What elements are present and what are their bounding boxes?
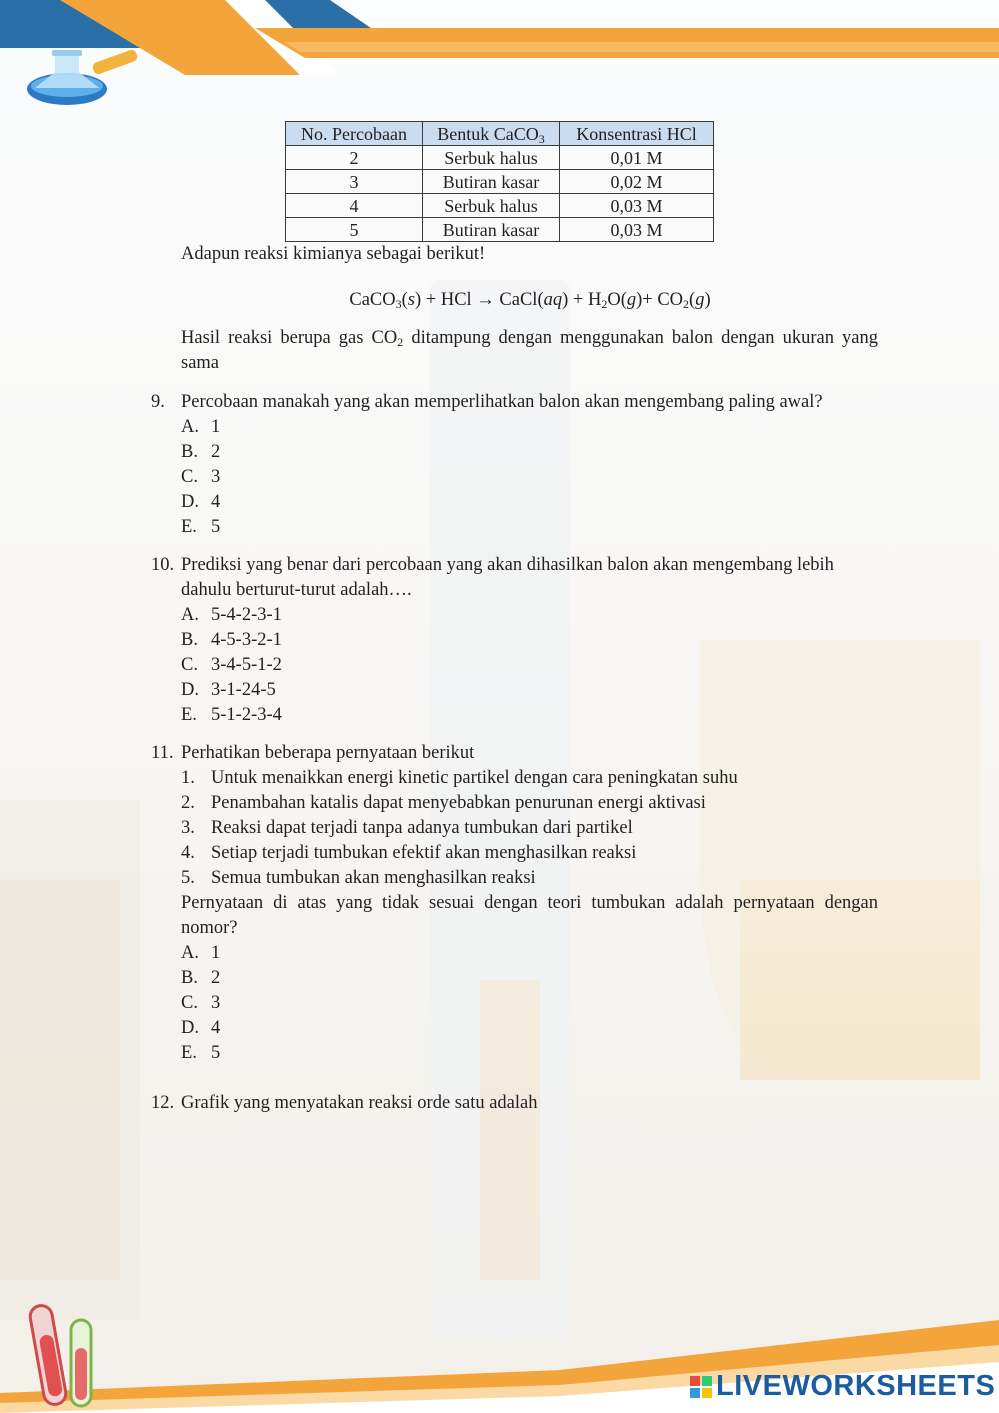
liveworksheets-logo-icon [690,1376,712,1398]
table-cell: 0,02 M [560,170,714,194]
option-10b[interactable]: B. 4-5-3-2-1 [181,630,282,650]
option-11d[interactable]: D. 4 [181,1018,221,1038]
table-row [286,218,714,242]
question-11-prompt: Pernyataan di atas yang tidak sesuai dengan teori tumbukan adalah pernyataan dengan nomor? [181,893,878,938]
table-row [286,194,714,218]
table-cell: 2 [286,146,423,170]
table-cell: 4 [286,194,423,218]
table-cell: 3 [286,170,423,194]
question-number: 10. [151,555,175,575]
question-number: 9. [151,392,165,412]
statement-item: 1. Untuk menaikkan energi kinetic partikel dengan cara peningkatan suhu [181,768,738,788]
option-9a[interactable]: A. 1 [181,417,221,437]
question-number: 12. [151,1093,175,1113]
table-cell: Serbuk halus [423,146,560,170]
question-number: 11. [151,743,174,763]
option-9e[interactable]: E. 5 [181,517,221,537]
option-11c[interactable]: C. 3 [181,993,221,1013]
reaction-equation: CaCO$_3$(s) + HCl → CaCl(aq) + $H_2O(g)+ CO_2(g)$ [349,290,711,311]
option-9d[interactable]: D. 4 [181,492,221,512]
table-cell: 0,03 M [560,218,714,242]
table-cell: 0,01 M [560,146,714,170]
table-cell: Serbuk halus [423,194,560,218]
table-cell: Butiran kasar [423,218,560,242]
table-header-cell: No. Percobaan [286,122,423,146]
option-11a[interactable]: A. 1 [181,943,221,963]
option-11e[interactable]: E. 5 [181,1043,221,1063]
experiment-table [285,121,714,242]
statement-item: 3. Reaksi dapat terjadi tanpa adanya tumbukan dari partikel [181,818,633,838]
question-11-text: Perhatikan beberapa pernyataan berikut [181,743,475,763]
question-12-text: Grafik yang menyatakan reaksi orde satu adalah [181,1093,538,1113]
statement-item: 4. Setiap terjadi tumbukan efektif akan menghasilkan reaksi [181,843,637,863]
option-10e[interactable]: E. 5-1-2-3-4 [181,705,282,725]
option-10c[interactable]: C. 3-4-5-1-2 [181,655,282,675]
intro-text: Adapun reaksi kimianya sebagai berikut! [181,244,486,264]
question-10-text: Prediksi yang benar dari percobaan yang akan dihasilkan balon akan mengembang lebih dahulu berturut-turut adalah…. [181,555,834,600]
question-9-text: Percobaan manakah yang akan memperlihatkan balon akan mengembang paling awal? [181,392,823,412]
option-11b[interactable]: B. 2 [181,968,221,988]
statement-item: 2. Penambahan katalis dapat menyebabkan penurunan energi aktivasi [181,793,706,813]
result-paragraph: Hasil reaksi berupa gas $CO_2$ ditampung dengan menggunakan balon dengan ukuran yang sama [181,328,878,373]
table-cell: 0,03 M [560,194,714,218]
table-cell: Butiran kasar [423,170,560,194]
table-row [286,170,714,194]
table-header-cell: Bentuk CaCO$_3$ [423,122,560,146]
option-10d[interactable]: D. 3-1-24-5 [181,680,276,700]
liveworksheets-brand[interactable]: LIVEWORKSHEETS [716,1370,996,1402]
statement-item: 5. Semua tumbukan akan menghasilkan reaksi [181,868,536,888]
option-9c[interactable]: C. 3 [181,467,221,487]
table-header-row [286,122,714,146]
table-cell: 5 [286,218,423,242]
table-row [286,146,714,170]
option-9b[interactable]: B. 2 [181,442,221,462]
table-header-cell: Konsentrasi HCl [560,122,714,146]
option-10a[interactable]: A. 5-4-2-3-1 [181,605,282,625]
